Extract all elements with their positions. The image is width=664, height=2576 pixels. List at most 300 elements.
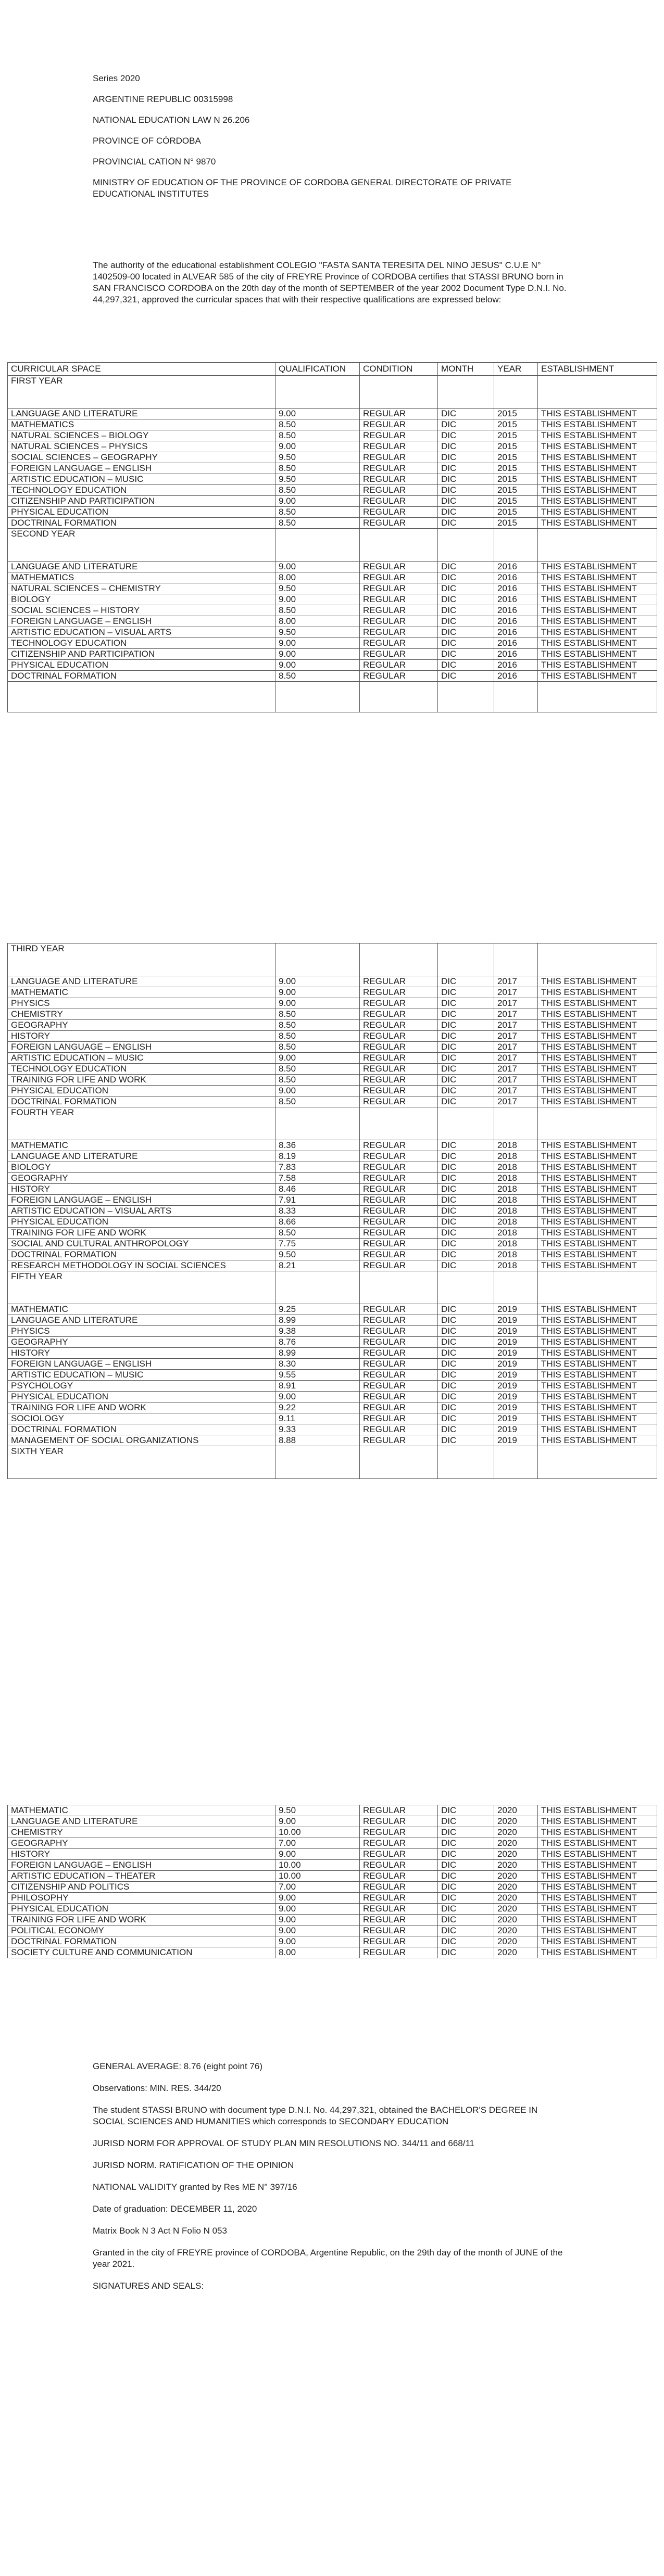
table-cell: [494, 943, 538, 976]
table-cell: DIC: [438, 1184, 494, 1195]
table-row: [8, 1893, 657, 1904]
table-cell: LANGUAGE AND LITERATURE: [8, 1151, 275, 1162]
table-row: [8, 1816, 657, 1827]
table-cell: 2020: [494, 1936, 538, 1947]
table-cell: REGULAR: [360, 1882, 438, 1893]
table-cell: THIS ESTABLISHMENT: [538, 1871, 657, 1882]
certification-intro: The authority of the educational establishment COLEGIO "FASTA SANTA TERESITA DEL NINO JESUS" C.U.E N° 1402509-00 located in ALVEAR 585 of the city of FREYRE Province of CORDOBA certifies that STASSI BRUNO born in SAN FRANCISCO CORDOBA on the 20th day of the month of SEPTEMBER of the year 2002 Document Type D.N.I. No. 44,297,321, approved the curricular spaces that with their respective qualifications are expressed below:: [93, 260, 567, 304]
table-cell: THIS ESTABLISHMENT: [538, 605, 657, 616]
table-row: [8, 583, 657, 594]
table-cell: 2020: [494, 1860, 538, 1871]
table-cell: THIS ESTABLISHMENT: [538, 1936, 657, 1947]
table-cell: 9.00: [275, 987, 360, 998]
table-cell: THIS ESTABLISHMENT: [538, 507, 657, 518]
table-cell: THIS ESTABLISHMENT: [538, 976, 657, 987]
table-cell: DOCTRINAL FORMATION: [8, 1424, 275, 1435]
table-cell: THIS ESTABLISHMENT: [538, 616, 657, 627]
republic-line: ARGENTINE REPUBLIC 00315998: [93, 94, 233, 104]
table-row: [8, 1936, 657, 1947]
table-cell: DIC: [438, 463, 494, 474]
table-cell: 9.00: [275, 1392, 360, 1402]
table-cell: CITIZENSHIP AND PARTICIPATION: [8, 649, 275, 660]
year-heading: FIFTH YEAR: [8, 1271, 275, 1304]
table-cell: 8.36: [275, 1140, 360, 1151]
table-row: [8, 638, 657, 649]
table-row: [8, 1249, 657, 1260]
table-cell: 9.00: [275, 638, 360, 649]
table-cell: REGULAR: [360, 671, 438, 682]
table-cell: 2017: [494, 976, 538, 987]
table-row: [8, 485, 657, 496]
province-line: PROVINCE OF CÓRDOBA: [93, 136, 201, 146]
table-cell: NATURAL SCIENCES – CHEMISTRY: [8, 583, 275, 594]
table-cell: REGULAR: [360, 409, 438, 419]
table-cell: 8.50: [275, 1042, 360, 1053]
table-cell: 2016: [494, 594, 538, 605]
table-cell: TRAINING FOR LIFE AND WORK: [8, 1075, 275, 1086]
table-cell: BIOLOGY: [8, 1162, 275, 1173]
table-cell: DIC: [438, 671, 494, 682]
table-cell: REGULAR: [360, 638, 438, 649]
table-cell: [360, 1446, 438, 1479]
table-cell: THIS ESTABLISHMENT: [538, 1140, 657, 1151]
table-cell: 2019: [494, 1337, 538, 1348]
table-cell: 2019: [494, 1413, 538, 1424]
table-cell: [275, 1107, 360, 1140]
table-cell: 9.00: [275, 976, 360, 987]
table-cell: DOCTRINAL FORMATION: [8, 671, 275, 682]
table-cell: DIC: [438, 1392, 494, 1402]
table-cell: DIC: [438, 1239, 494, 1249]
table-cell: PHYSICS: [8, 1326, 275, 1337]
table-cell: DIC: [438, 998, 494, 1009]
table-cell: REGULAR: [360, 507, 438, 518]
table-row: [8, 1064, 657, 1075]
table-cell: REGULAR: [360, 1348, 438, 1359]
table-row: [8, 976, 657, 987]
table-cell: REGULAR: [360, 1064, 438, 1075]
table-cell: DIC: [438, 1337, 494, 1348]
law-line: NATIONAL EDUCATION LAW N 26.206: [93, 115, 250, 125]
table-cell: REGULAR: [360, 627, 438, 638]
table-cell: REGULAR: [360, 1042, 438, 1053]
table-row: [8, 1217, 657, 1228]
table-cell: THIS ESTABLISHMENT: [538, 1424, 657, 1435]
table-cell: DIC: [438, 1816, 494, 1827]
table-cell: MATHEMATIC: [8, 1304, 275, 1315]
table-cell: THIS ESTABLISHMENT: [538, 1009, 657, 1020]
table-cell: REGULAR: [360, 1326, 438, 1337]
table-cell: 2020: [494, 1947, 538, 1958]
table-cell: 9.00: [275, 1849, 360, 1860]
table-cell: DIC: [438, 1882, 494, 1893]
table-cell: MATHEMATIC: [8, 1140, 275, 1151]
table-row: [8, 1162, 657, 1173]
table-cell: SOCIAL SCIENCES – HISTORY: [8, 605, 275, 616]
table-cell: PHYSICAL EDUCATION: [8, 1086, 275, 1096]
table-cell: DIC: [438, 1304, 494, 1315]
table-cell: DIC: [438, 1326, 494, 1337]
table-cell: THIS ESTABLISHMENT: [538, 1195, 657, 1206]
table-cell: ARTISTIC EDUCATION – THEATER: [8, 1871, 275, 1882]
table-cell: REGULAR: [360, 1020, 438, 1031]
table-cell: 2018: [494, 1184, 538, 1195]
table-cell: DIC: [438, 1053, 494, 1064]
table-cell: [438, 1271, 494, 1304]
table-cell: REGULAR: [360, 1151, 438, 1162]
table-cell: DIC: [438, 627, 494, 638]
table-cell: PHYSICAL EDUCATION: [8, 1217, 275, 1228]
table-cell: [360, 682, 438, 712]
table-row: [8, 463, 657, 474]
table-cell: REGULAR: [360, 1009, 438, 1020]
table-row: [8, 1392, 657, 1402]
table-row: [8, 1882, 657, 1893]
table-cell: 9.55: [275, 1370, 360, 1381]
table-cell: REGULAR: [360, 1359, 438, 1370]
table-cell: 8.76: [275, 1337, 360, 1348]
table-row: [8, 1849, 657, 1860]
document-footer: [93, 2061, 572, 2302]
table-cell: 8.50: [275, 1075, 360, 1086]
table-cell: ARTISTIC EDUCATION – VISUAL ARTS: [8, 627, 275, 638]
table-cell: [8, 682, 275, 712]
table-cell: [538, 1271, 657, 1304]
table-cell: REGULAR: [360, 660, 438, 671]
table-cell: CURRICULAR SPACE: [8, 363, 275, 376]
table-cell: 2018: [494, 1206, 538, 1217]
table-row: [8, 1871, 657, 1882]
table-cell: 2016: [494, 583, 538, 594]
table-cell: 2018: [494, 1217, 538, 1228]
table-cell: 9.00: [275, 562, 360, 572]
table-cell: DIC: [438, 1260, 494, 1271]
table-row: [8, 1151, 657, 1162]
table-cell: REGULAR: [360, 605, 438, 616]
table-cell: ARTISTIC EDUCATION – MUSIC: [8, 474, 275, 485]
table-cell: 9.00: [275, 496, 360, 507]
table-cell: REGULAR: [360, 572, 438, 583]
table-cell: FOREIGN LANGUAGE – ENGLISH: [8, 1359, 275, 1370]
table-cell: 8.50: [275, 463, 360, 474]
table-cell: 2020: [494, 1882, 538, 1893]
series-line: Series 2020: [93, 73, 140, 83]
table-cell: ARTISTIC EDUCATION – MUSIC: [8, 1370, 275, 1381]
table-cell: MATHEMATICS: [8, 419, 275, 430]
table-cell: 2019: [494, 1392, 538, 1402]
table-cell: DIC: [438, 1904, 494, 1915]
table-cell: THIS ESTABLISHMENT: [538, 1838, 657, 1849]
table-cell: THIS ESTABLISHMENT: [538, 441, 657, 452]
table-cell: DIC: [438, 1915, 494, 1925]
table-cell: ARTISTIC EDUCATION – VISUAL ARTS: [8, 1206, 275, 1217]
table-cell: PHYSICS: [8, 998, 275, 1009]
table-cell: DIC: [438, 1151, 494, 1162]
table-cell: DIC: [438, 1020, 494, 1031]
table-cell: DIC: [438, 1315, 494, 1326]
table-cell: 10.00: [275, 1871, 360, 1882]
table-cell: 2016: [494, 572, 538, 583]
table-cell: CITIZENSHIP AND PARTICIPATION: [8, 496, 275, 507]
table-row: [8, 1424, 657, 1435]
table-cell: THIS ESTABLISHMENT: [538, 1184, 657, 1195]
table-cell: 2017: [494, 1053, 538, 1064]
table-cell: MONTH: [438, 363, 494, 376]
table-cell: MATHEMATICS: [8, 572, 275, 583]
table-cell: REGULAR: [360, 419, 438, 430]
table-cell: LANGUAGE AND LITERATURE: [8, 409, 275, 419]
table-row: [8, 1053, 657, 1064]
table-row: [8, 430, 657, 441]
year-heading: THIRD YEAR: [8, 943, 275, 976]
year-heading: FOURTH YEAR: [8, 1107, 275, 1140]
table-cell: 2015: [494, 474, 538, 485]
table-cell: DIC: [438, 1849, 494, 1860]
table-cell: 2020: [494, 1871, 538, 1882]
table-cell: 8.91: [275, 1381, 360, 1392]
table-cell: 7.75: [275, 1239, 360, 1249]
table-cell: REGULAR: [360, 1936, 438, 1947]
table-cell: 2019: [494, 1370, 538, 1381]
table-cell: 9.00: [275, 1816, 360, 1827]
table-cell: DIC: [438, 441, 494, 452]
table-cell: 2020: [494, 1838, 538, 1849]
table-cell: THIS ESTABLISHMENT: [538, 1915, 657, 1925]
table-row: [8, 627, 657, 638]
year-heading: SECOND YEAR: [8, 529, 275, 562]
table-cell: THIS ESTABLISHMENT: [538, 1805, 657, 1816]
table-cell: 7.00: [275, 1838, 360, 1849]
table-row: [8, 1860, 657, 1871]
table-cell: REGULAR: [360, 1096, 438, 1107]
year-heading-row: [8, 1271, 657, 1304]
grades-table-page-3: [7, 1805, 657, 1958]
table-cell: DIC: [438, 1140, 494, 1151]
table-cell: [538, 529, 657, 562]
table-cell: REGULAR: [360, 1140, 438, 1151]
table-cell: 9.00: [275, 998, 360, 1009]
table-cell: PHYSICAL EDUCATION: [8, 1392, 275, 1402]
table-cell: REGULAR: [360, 1838, 438, 1849]
table-row: [8, 419, 657, 430]
table-cell: 9.25: [275, 1304, 360, 1315]
table-row: [8, 1228, 657, 1239]
table-cell: THIS ESTABLISHMENT: [538, 660, 657, 671]
graduation-date: Date of graduation: DECEMBER 11, 2020: [93, 2204, 257, 2214]
table-cell: REGULAR: [360, 649, 438, 660]
table-row: [8, 1195, 657, 1206]
table-cell: DIC: [438, 452, 494, 463]
table-header-row: [8, 363, 657, 376]
table-row: [8, 605, 657, 616]
table-cell: REGULAR: [360, 518, 438, 529]
table-cell: 10.00: [275, 1860, 360, 1871]
table-cell: [360, 943, 438, 976]
table-cell: 2015: [494, 485, 538, 496]
table-cell: REGULAR: [360, 1827, 438, 1838]
table-cell: DIC: [438, 1249, 494, 1260]
table-cell: REGULAR: [360, 1947, 438, 1958]
table-cell: 2018: [494, 1239, 538, 1249]
table-cell: DIC: [438, 1370, 494, 1381]
table-cell: TECHNOLOGY EDUCATION: [8, 1064, 275, 1075]
table-cell: REGULAR: [360, 1871, 438, 1882]
table-cell: DIC: [438, 485, 494, 496]
table-cell: [275, 1271, 360, 1304]
table-cell: REGULAR: [360, 1260, 438, 1271]
table-cell: 8.50: [275, 1031, 360, 1042]
table-cell: TRAINING FOR LIFE AND WORK: [8, 1228, 275, 1239]
table-cell: 2018: [494, 1260, 538, 1271]
table-cell: 9.00: [275, 1893, 360, 1904]
table-cell: REGULAR: [360, 1315, 438, 1326]
table-row: [8, 1009, 657, 1020]
table-cell: TRAINING FOR LIFE AND WORK: [8, 1402, 275, 1413]
table-cell: DIC: [438, 1195, 494, 1206]
table-row: [8, 441, 657, 452]
table-cell: REGULAR: [360, 1915, 438, 1925]
table-cell: 8.19: [275, 1151, 360, 1162]
table-cell: 9.22: [275, 1402, 360, 1413]
table-cell: REGULAR: [360, 441, 438, 452]
table-cell: 2017: [494, 1020, 538, 1031]
table-cell: 2016: [494, 638, 538, 649]
table-cell: DIC: [438, 660, 494, 671]
table-row: [8, 1042, 657, 1053]
table-cell: THIS ESTABLISHMENT: [538, 496, 657, 507]
table-cell: 8.50: [275, 1096, 360, 1107]
table-cell: DIC: [438, 1359, 494, 1370]
table-cell: 8.50: [275, 1064, 360, 1075]
table-cell: 8.99: [275, 1315, 360, 1326]
table-cell: DIC: [438, 1893, 494, 1904]
table-cell: DIC: [438, 1435, 494, 1446]
table-cell: PHILOSOPHY: [8, 1893, 275, 1904]
table-cell: REGULAR: [360, 1893, 438, 1904]
table-row: [8, 1315, 657, 1326]
table-cell: THIS ESTABLISHMENT: [538, 409, 657, 419]
table-cell: THIS ESTABLISHMENT: [538, 1096, 657, 1107]
table-cell: 2018: [494, 1162, 538, 1173]
table-cell: 9.00: [275, 1904, 360, 1915]
table-cell: THIS ESTABLISHMENT: [538, 1217, 657, 1228]
table-cell: 9.00: [275, 441, 360, 452]
table-cell: LANGUAGE AND LITERATURE: [8, 1315, 275, 1326]
table-cell: 8.50: [275, 1228, 360, 1239]
table-row: [8, 987, 657, 998]
table-cell: CHEMISTRY: [8, 1009, 275, 1020]
table-cell: DIC: [438, 1838, 494, 1849]
table-cell: REGULAR: [360, 1206, 438, 1217]
table-cell: 2020: [494, 1904, 538, 1915]
table-cell: POLITICAL ECONOMY: [8, 1925, 275, 1936]
table-cell: THIS ESTABLISHMENT: [538, 1827, 657, 1838]
table-cell: FOREIGN LANGUAGE – ENGLISH: [8, 463, 275, 474]
table-cell: REGULAR: [360, 1162, 438, 1173]
table-cell: REGULAR: [360, 987, 438, 998]
table-cell: DIC: [438, 518, 494, 529]
table-cell: [538, 943, 657, 976]
table-cell: THIS ESTABLISHMENT: [538, 627, 657, 638]
table-cell: REGULAR: [360, 474, 438, 485]
table-cell: 2016: [494, 627, 538, 638]
table-cell: LANGUAGE AND LITERATURE: [8, 1816, 275, 1827]
table-cell: SOCIETY CULTURE AND COMMUNICATION: [8, 1947, 275, 1958]
table-cell: REGULAR: [360, 1249, 438, 1260]
table-cell: THIS ESTABLISHMENT: [538, 474, 657, 485]
table-row: [8, 1915, 657, 1925]
table-cell: DIC: [438, 976, 494, 987]
table-cell: DOCTRINAL FORMATION: [8, 518, 275, 529]
table-cell: REGULAR: [360, 1086, 438, 1096]
table-cell: THIS ESTABLISHMENT: [538, 1206, 657, 1217]
year-heading: FIRST YEAR: [8, 376, 275, 409]
signatures-and-seals: SIGNATURES AND SEALS:: [93, 2281, 204, 2291]
table-cell: 9.00: [275, 1925, 360, 1936]
table-cell: THIS ESTABLISHMENT: [538, 1239, 657, 1249]
table-cell: REGULAR: [360, 998, 438, 1009]
table-cell: DIC: [438, 1424, 494, 1435]
table-cell: 8.50: [275, 671, 360, 682]
table-cell: THIS ESTABLISHMENT: [538, 1260, 657, 1271]
national-validity: NATIONAL VALIDITY granted by Res ME N° 397/16: [93, 2182, 297, 2192]
table-cell: [275, 376, 360, 409]
table-cell: 9.00: [275, 409, 360, 419]
table-cell: DIC: [438, 1871, 494, 1882]
table-cell: REGULAR: [360, 1228, 438, 1239]
table-cell: TECHNOLOGY EDUCATION: [8, 638, 275, 649]
table-cell: [494, 1446, 538, 1479]
document-header: [93, 73, 572, 209]
table-cell: BIOLOGY: [8, 594, 275, 605]
table-cell: REGULAR: [360, 1925, 438, 1936]
table-cell: PSYCHOLOGY: [8, 1381, 275, 1392]
table-cell: 2015: [494, 452, 538, 463]
table-cell: [438, 376, 494, 409]
general-average: GENERAL AVERAGE: 8.76 (eight point 76): [93, 2061, 262, 2071]
table-cell: THIS ESTABLISHMENT: [538, 1882, 657, 1893]
table-cell: REGULAR: [360, 976, 438, 987]
table-cell: [360, 1271, 438, 1304]
table-cell: DIC: [438, 430, 494, 441]
year-heading: SIXTH YEAR: [8, 1446, 275, 1479]
table-cell: THIS ESTABLISHMENT: [538, 419, 657, 430]
degree-statement: The student STASSI BRUNO with document type D.N.I. No. 44,297,321, obtained the BACHELOR'S DEGREE IN SOCIAL SCIENCES AND HUMANITIES which corresponds to SECONDARY EDUCATION: [93, 2105, 538, 2126]
table-cell: REGULAR: [360, 1816, 438, 1827]
table-cell: 9.00: [275, 594, 360, 605]
table-cell: 7.83: [275, 1162, 360, 1173]
table-cell: THIS ESTABLISHMENT: [538, 1064, 657, 1075]
table-cell: CONDITION: [360, 363, 438, 376]
table-cell: THIS ESTABLISHMENT: [538, 649, 657, 660]
table-cell: DIC: [438, 638, 494, 649]
table-cell: DIC: [438, 1031, 494, 1042]
table-cell: 8.50: [275, 430, 360, 441]
table-cell: DIC: [438, 1805, 494, 1816]
table-row: [8, 1260, 657, 1271]
table-row: [8, 1381, 657, 1392]
table-cell: 8.66: [275, 1217, 360, 1228]
table-cell: DIC: [438, 987, 494, 998]
table-cell: 9.50: [275, 474, 360, 485]
table-cell: 2018: [494, 1173, 538, 1184]
table-cell: DIC: [438, 1228, 494, 1239]
table-cell: [538, 376, 657, 409]
grades-table-page-1: [7, 362, 657, 712]
table-cell: THIS ESTABLISHMENT: [538, 583, 657, 594]
table-cell: THIS ESTABLISHMENT: [538, 1904, 657, 1915]
table-cell: REGULAR: [360, 1805, 438, 1816]
